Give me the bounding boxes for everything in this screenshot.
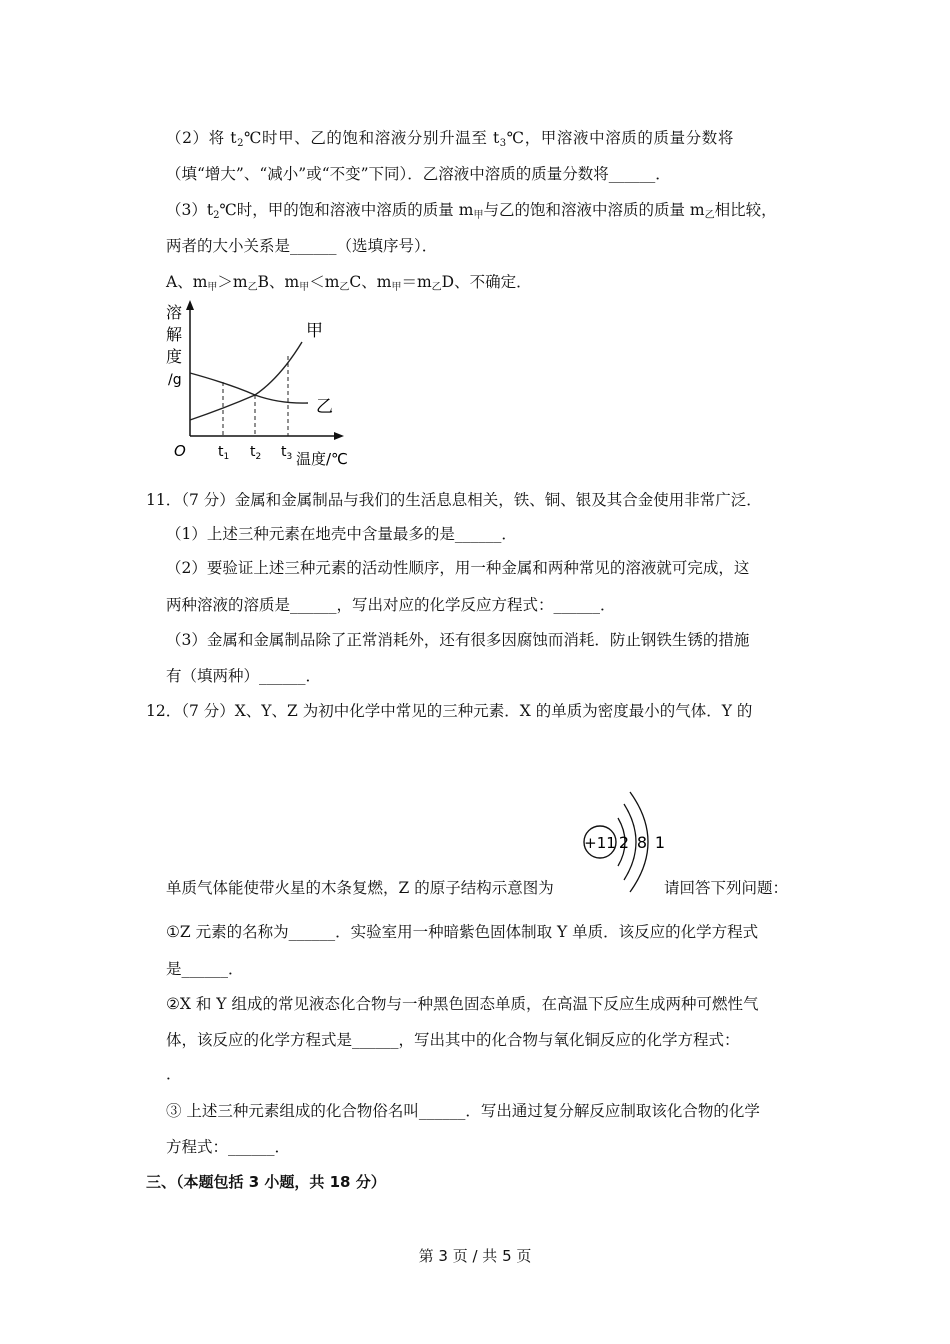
q12-item3-line1: ③ 上述三种元素组成的化合物俗名叫______．写出通过复分解反应制取该化合物的化学: [166, 1102, 760, 1120]
curve-yi: [190, 373, 308, 403]
ylabel-jie: 解: [166, 325, 183, 344]
q12-item1-line2: 是______．: [166, 960, 244, 978]
q10-options: A、$m_甲>m_乙B$、$m_甲<m_乙C$、$m_甲=m_乙D$、不确定．: [166, 273, 532, 293]
solubility-graph: [160, 298, 360, 468]
page-footer: 第 3 页 / 共 5 页: [418, 1247, 532, 1265]
tick-t3: $t_3$: [281, 444, 293, 462]
q11-part2-line1: （2）要验证上述三种元素的活动性顺序，用一种金属和两种常见的溶液就可完成，这: [166, 559, 750, 577]
curve-jia-label: 甲: [306, 321, 323, 341]
q12-item1-line1: ①Z 元素的名称为______．实验室用一种暗紫色固体制取 Y 单质．该反应的化学方程式: [166, 923, 759, 941]
q10-part3-line2: 两者的大小关系是______（选填序号）．: [166, 237, 438, 255]
q12-item2-line2: 体，该反应的化学方程式是______，写出其中的化合物与氧化铜反应的化学方程式：: [166, 1031, 740, 1049]
q10-part3-line1: $(3)t_2℃$时，甲的饱和溶液中溶质的质量 $m_甲$与乙的饱和溶液中溶质的质量 $m_乙$相比较，: [166, 201, 777, 221]
q12-line2-b: 请回答下列问题：: [664, 879, 789, 897]
electrons-shell-3: 1: [654, 833, 666, 852]
nucleus-charge: +11: [584, 834, 616, 852]
q12-item2-line1: ②X 和 Y 组成的常见液态化合物与一种黑色固态单质，在高温下反应生成两种可燃性气: [166, 995, 759, 1013]
y-axis-arrow: [186, 300, 194, 310]
section-3-heading: 三、（本题包括 3 小题，共 18 分）: [146, 1173, 386, 1191]
q11-part1: （1）上述三种元素在地壳中含量最多的是______．: [166, 525, 517, 543]
origin-label: O: [174, 442, 186, 460]
q11-part3-line1: （3）金属和金属制品除了正常消耗外，还有很多因腐蚀而消耗．防止钢铁生锈的措施: [166, 631, 750, 649]
ylabel-rong: 溶: [166, 303, 183, 322]
ylabel-unit: /g: [168, 372, 182, 388]
tick-t1: $t_1$: [218, 444, 230, 462]
q11-part3-line2: 有（填两种）______．: [166, 667, 322, 685]
q12-line2-a: 单质气体能使带火星的木条复燃，Z 的原子结构示意图为: [166, 879, 554, 897]
q11-stem: 11．（7 分）金属和金属制品与我们的生活息息相关，铁、铜、银及其合金使用非常广泛．: [146, 491, 762, 509]
x-axis-arrow: [334, 432, 344, 440]
q12-item2-line3: ．: [166, 1065, 182, 1083]
q12-stem: 12．（7 分）X、Y、Z 为初中化学中常见的三种元素．X 的单质为密度最小的气体．Y 的: [146, 702, 753, 720]
q12-item3-line2: 方程式：______．: [166, 1138, 291, 1156]
q10-part2-line1: （2）将 $t_2℃$时甲、乙的饱和溶液分别升温至 $t_3℃$，甲溶液中溶质的质量分数将: [166, 129, 735, 149]
curve-jia: [190, 342, 302, 420]
xlabel: 温度/℃: [296, 450, 348, 468]
q10-part2-line2: （填“增大”、“减小”或“不变”下同）．乙溶液中溶质的质量分数将______．: [166, 165, 671, 183]
electrons-shell-1: 2: [618, 833, 630, 852]
q11-part2-line2: 两种溶液的溶质是______，写出对应的化学反应方程式：______．: [166, 596, 616, 614]
ylabel-du: 度: [166, 347, 183, 366]
tick-t2: $t_2$: [250, 444, 262, 462]
electrons-shell-2: 8: [636, 833, 648, 852]
curve-yi-label: 乙: [316, 397, 333, 417]
